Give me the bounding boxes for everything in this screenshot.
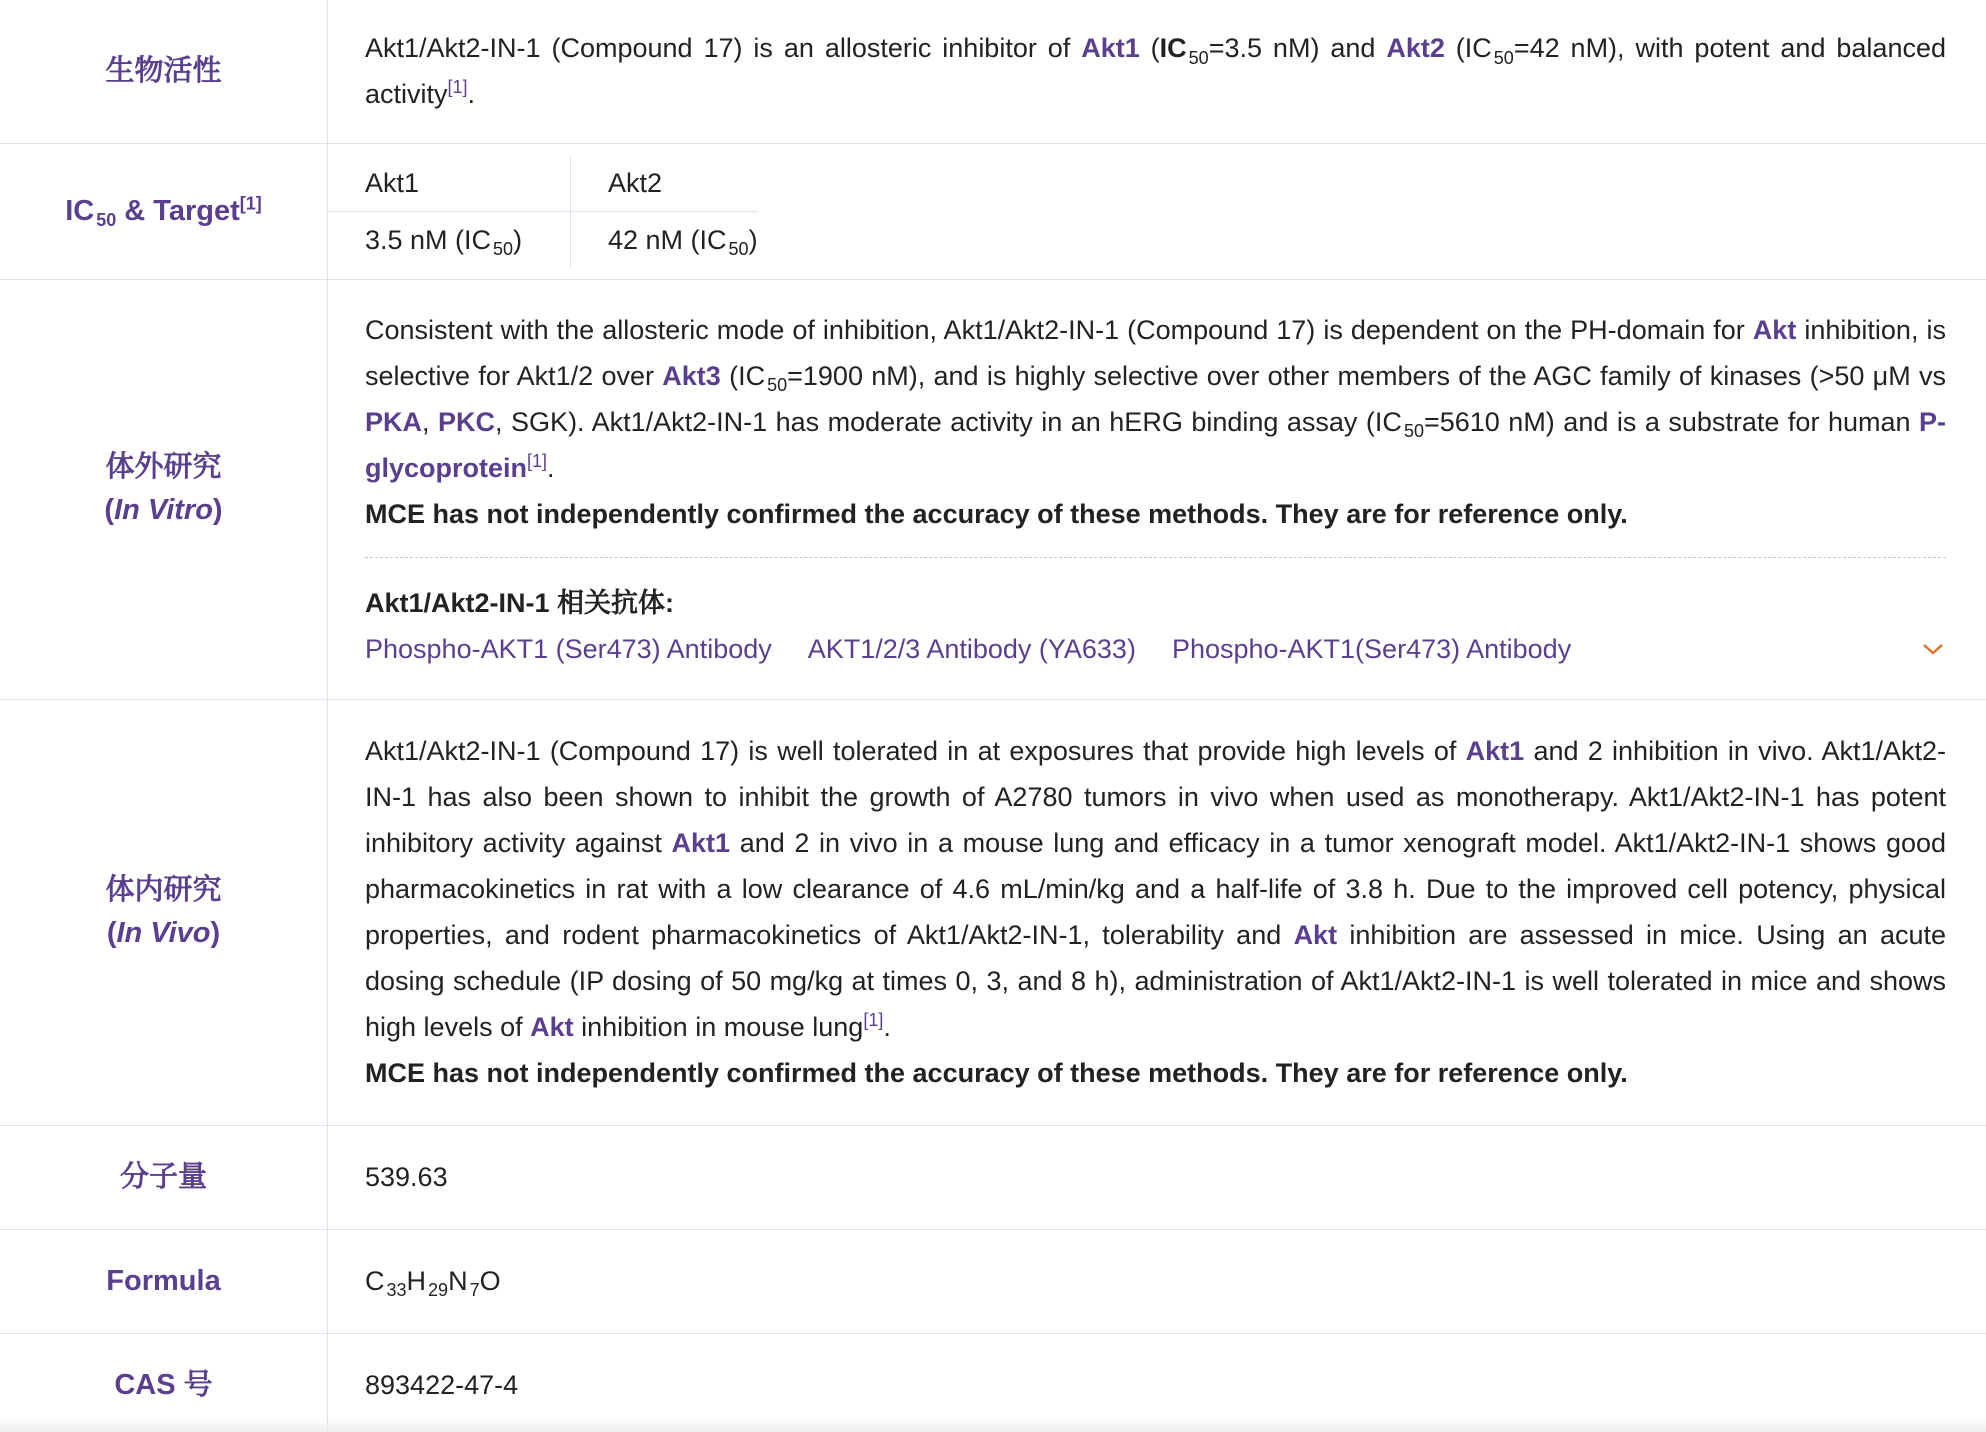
target-header-akt1: Akt1: [328, 155, 571, 212]
target-header-row: [328, 155, 758, 212]
link-p-glycoprotein[interactable]: P-glycoprotein: [365, 406, 1946, 483]
in-vitro-label: 体外研究 (In Vitro): [0, 279, 328, 699]
link-akt1[interactable]: Akt1: [1465, 736, 1525, 766]
bottom-scroll-fade: [0, 1418, 1986, 1432]
bio-activity-label: 生物活性: [0, 0, 328, 143]
antibody-link-2[interactable]: AKT1/2/3 Antibody (YA633): [807, 633, 1136, 664]
cas-label: CAS 号: [0, 1333, 328, 1432]
in-vitro-content: [328, 279, 1986, 699]
reference-link[interactable]: [1]: [527, 450, 548, 471]
link-akt1[interactable]: Akt1: [671, 828, 731, 858]
antibody-link-1[interactable]: Phospho-AKT1 (Ser473) Antibody: [365, 633, 772, 664]
in-vivo-description: Akt1/Akt2-IN-1 (Compound 17) is well tolerated in at exposures that provide high levels of Akt1 and 2 inhibition in vivo. Akt1/Akt2-IN-1 has also been shown to inhibit the growth of A2780 tumors in vivo when used as monotherapy. Akt1/Akt2-IN-1 has potent inhibitory activity against Akt1 and 2 in vivo in a mouse lung and efficacy in a tumor xenograft model. Akt1/Akt2-IN-1 shows good pharmacokinetics in rat with a low clearance of 4.6 mL/min/kg and a half-life of 3.8 h. Due to the improved cell potency, physical properties, and rodent pharmacokinetics of Akt1/Akt2-IN-1, tolerability and Akt inhibition are assessed in mice. Using an acute dosing schedule (IP dosing of 50 mg/kg at times 0, 3, and 8 h), administration of Akt1/Akt2-IN-1 is well tolerated in mice and shows high levels of Akt inhibition in mouse lung[1].: [365, 736, 1947, 1042]
in-vitro-row: [0, 279, 1986, 699]
link-pkc[interactable]: PKC: [438, 406, 496, 437]
formula-value: C $_{33}$H $_{29}$N $_7$O: [328, 1229, 1986, 1333]
link-akt2[interactable]: Akt2: [1386, 33, 1445, 64]
link-akt1[interactable]: Akt1: [1081, 33, 1140, 64]
target-table: [328, 155, 758, 268]
link-akt[interactable]: Akt: [1293, 920, 1338, 950]
chevron-down-icon[interactable]: [1922, 642, 1944, 656]
related-antibodies-title: Akt1/Akt2-IN-1 相关抗体:: [365, 587, 675, 618]
formula-label: Formula: [0, 1229, 328, 1333]
in-vivo-row: [0, 699, 1986, 1125]
ic50-target-content: [328, 143, 1986, 279]
target-value-akt2: 42 nM (IC $_{50}$): [608, 224, 758, 259]
target-value-akt1: 3.5 nM (IC $_{50}$): [328, 211, 571, 268]
in-vivo-content: [328, 699, 1986, 1125]
in-vivo-disclaimer: MCE has not independently confirmed the accuracy of these methods. They are for reference only.: [365, 1058, 1628, 1088]
dashed-divider: [365, 557, 1946, 558]
link-akt3[interactable]: Akt3: [662, 360, 721, 391]
reference-link[interactable]: [1]: [447, 77, 468, 98]
reference-link[interactable]: [1]: [239, 192, 262, 213]
molecular-weight-label: 分子量: [0, 1125, 328, 1229]
reference-link[interactable]: [1]: [863, 1010, 884, 1030]
bio-activity-row: [0, 0, 1986, 143]
link-akt[interactable]: Akt: [530, 1012, 574, 1042]
link-pka[interactable]: PKA: [365, 406, 423, 437]
antibody-link-3[interactable]: Phospho-AKT1(Ser473) Antibody: [1171, 633, 1572, 664]
bio-activity-content: Akt1/Akt2-IN-1 (Compound 17) is an allosteric inhibitor of Akt1 (IC $_{50}$=3.5 nM) and Akt2 (IC $_{50}$=42 nM), with potent and balanced activity[1].: [328, 0, 1986, 143]
link-akt[interactable]: Akt: [1752, 314, 1797, 345]
target-header-akt2: Akt2: [571, 155, 758, 212]
in-vitro-description: Consistent with the allosteric mode of inhibition, Akt1/Akt2-IN-1 (Compound 17) is dependent on the PH-domain for Akt inhibition, is selective for Akt1/2 over Akt3 (IC $_{50}$=1900 nM), and is highly selective over other members of the AGC family of kinases (>50 μM vs PKA, PKC, SGK). Akt1/Akt2-IN-1 has moderate activity in an hERG binding assay (IC $_{50}$=5610 nM) and is a substrate for human P-glycoprotein[1].: [365, 314, 1947, 483]
in-vivo-label: 体内研究 (In Vivo): [0, 699, 328, 1125]
molecular-weight-value: 539.63: [328, 1125, 1986, 1229]
ic50-target-row: [0, 143, 1986, 279]
formula-row: [0, 1229, 1986, 1333]
molecular-weight-row: [0, 1125, 1986, 1229]
in-vitro-disclaimer: MCE has not independently confirmed the accuracy of these methods. They are for reference only.: [365, 498, 1628, 529]
related-antibodies-list: [365, 626, 1946, 672]
cas-value: 893422-47-4: [365, 1370, 519, 1401]
target-value-row: [328, 211, 758, 268]
ic50-target-label: IC $_{50}$ & Target[1]: [0, 143, 328, 279]
